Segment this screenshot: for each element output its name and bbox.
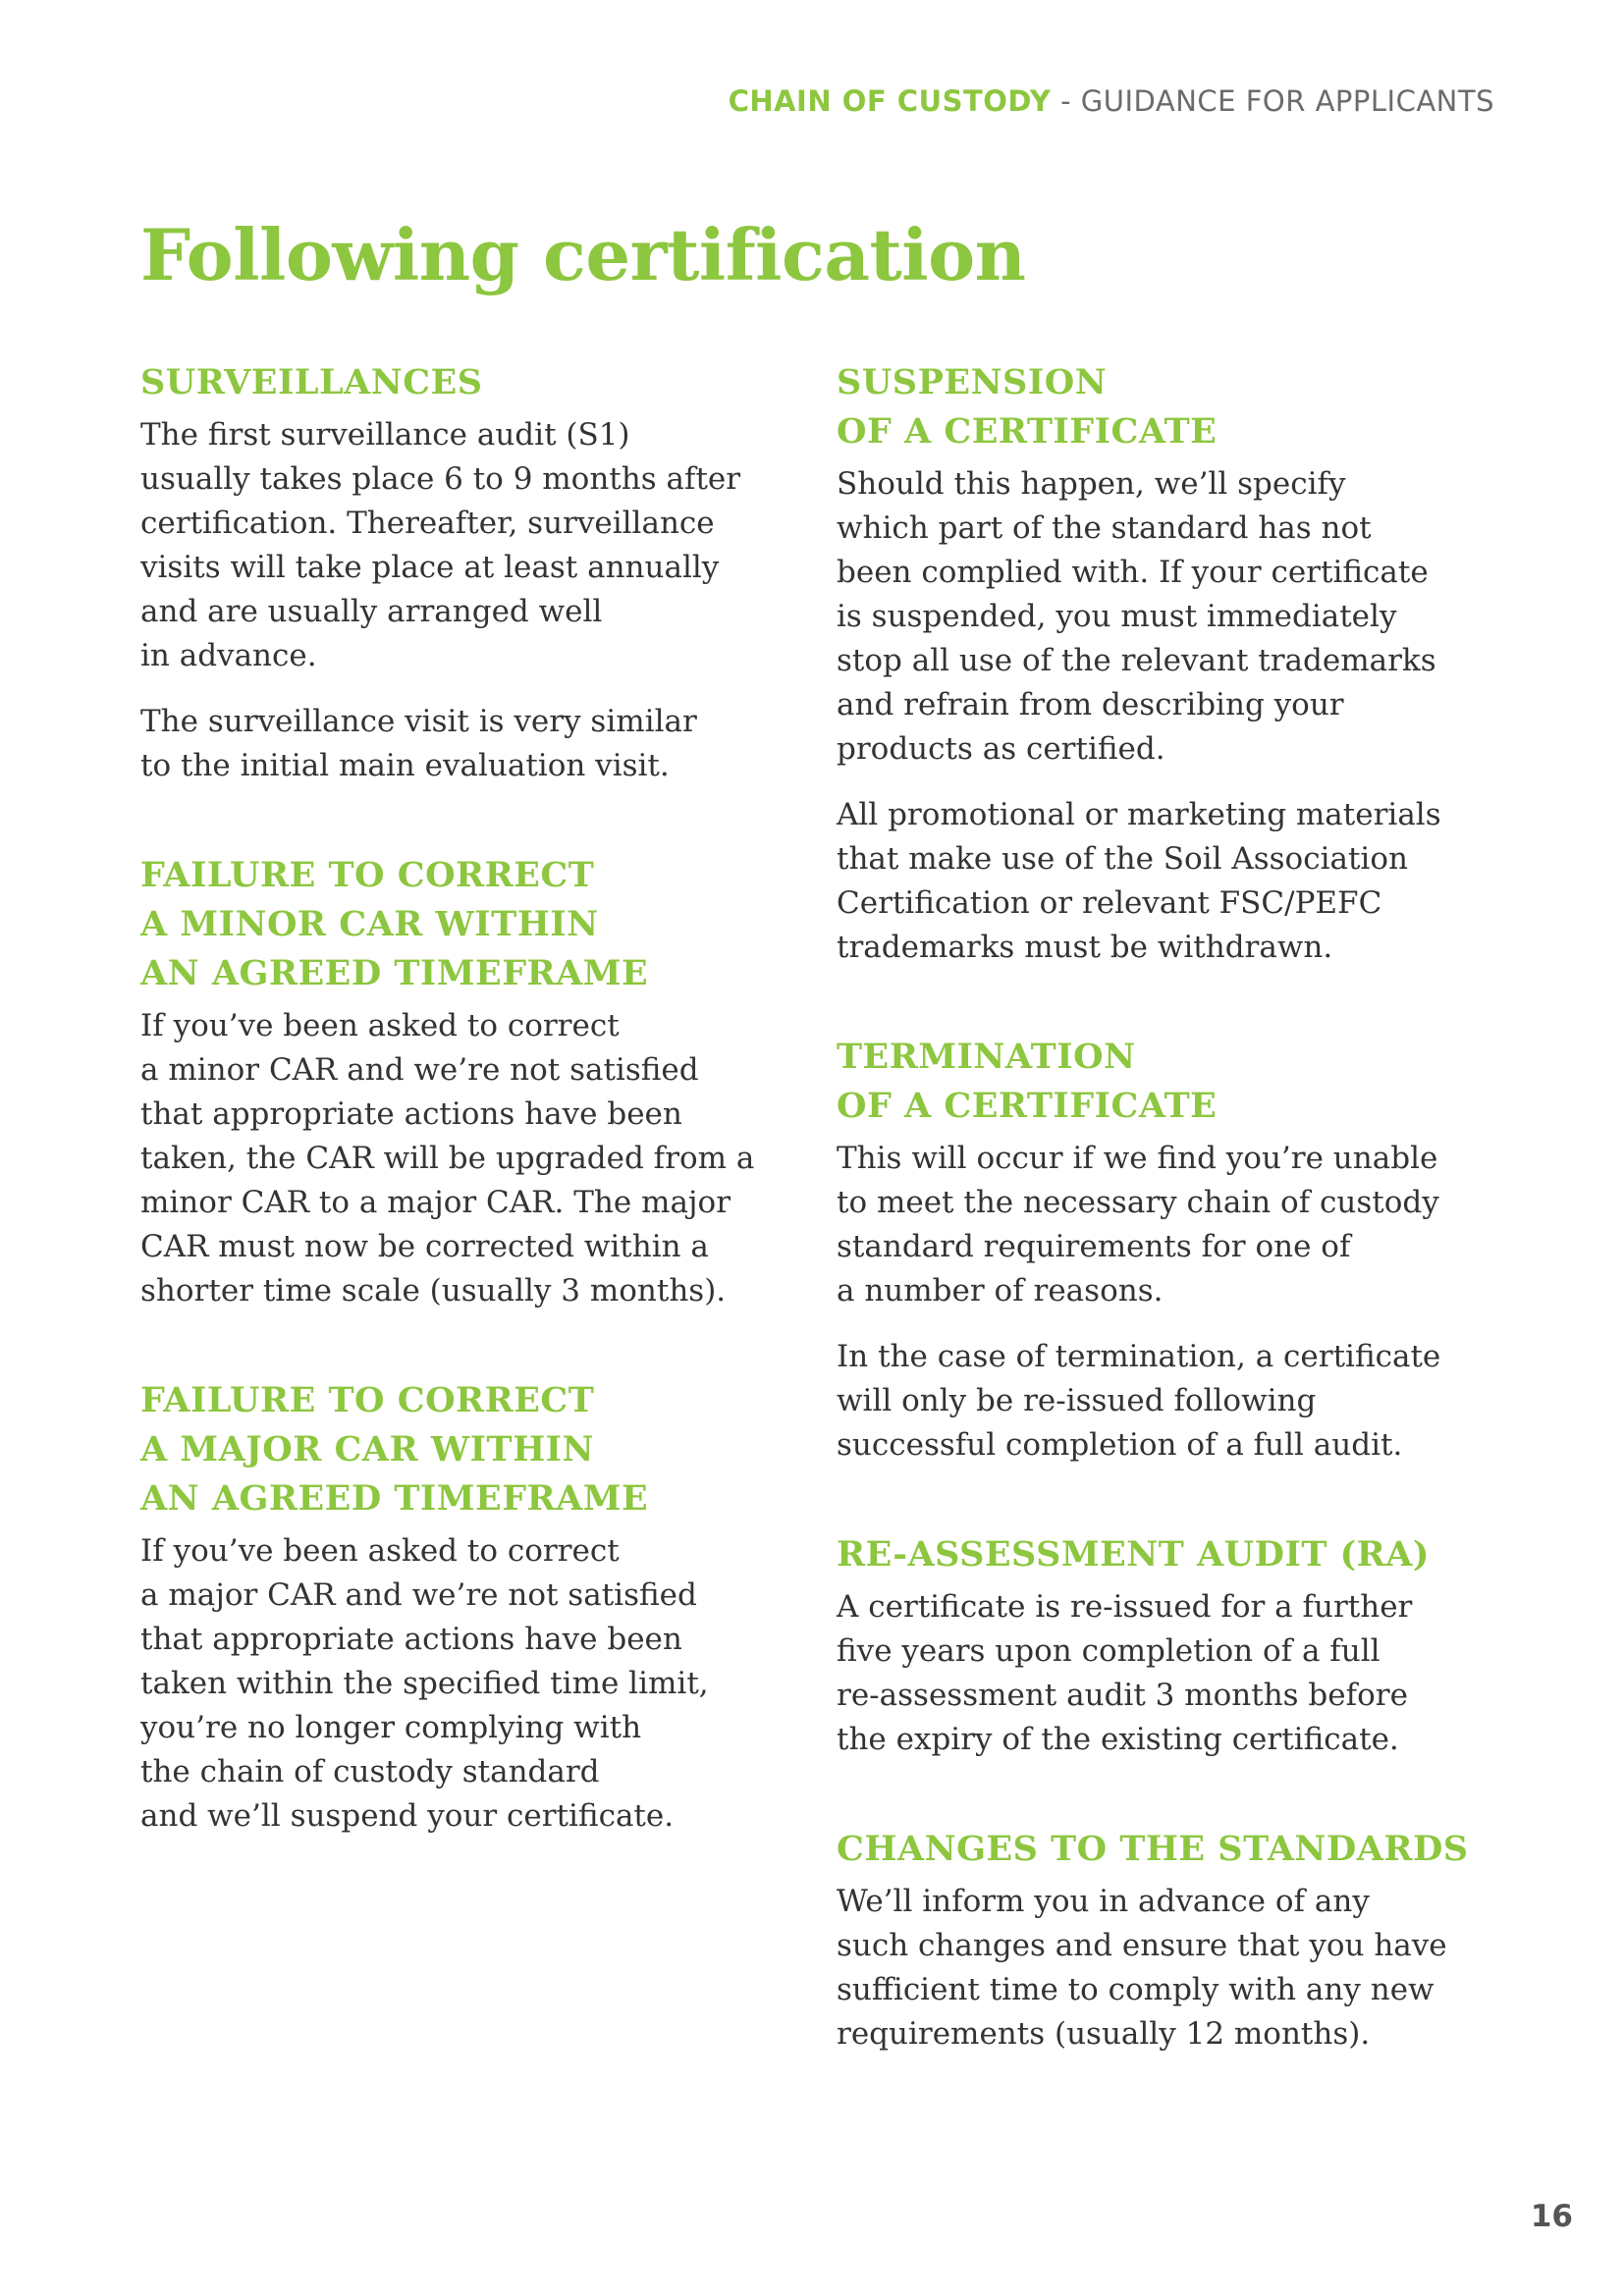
paragraph-line: The first surveillance audit (S1) — [140, 417, 630, 453]
body-paragraph — [140, 700, 798, 788]
paragraph-line: In the case of termination, a certificate — [837, 1339, 1441, 1374]
body-paragraph — [140, 413, 798, 678]
paragraph-line: the expiry of the existing certificate. — [837, 1722, 1399, 1757]
paragraph-line: taken within the specified time limit, — [140, 1666, 709, 1701]
heading-line: SURVEILLANCES — [140, 362, 483, 402]
heading-line: RE-ASSESSMENT AUDIT (RA) — [837, 1534, 1430, 1575]
paragraph-line: Certification or relevant FSC/PEFC — [837, 885, 1382, 921]
heading-line: FAILURE TO CORRECT — [140, 1380, 595, 1420]
heading-line: AN AGREED TIMEFRAME — [140, 953, 649, 993]
body-paragraph — [837, 1585, 1494, 1762]
page-number: 16 — [1530, 2199, 1573, 2234]
paragraph-line: that appropriate actions have been — [140, 1622, 682, 1657]
paragraph-line: products as certified. — [837, 731, 1165, 767]
paragraph-line: will only be re-issued following — [837, 1383, 1317, 1418]
body-paragraph — [140, 1004, 798, 1313]
paragraph-line: standard requirements for one of — [837, 1229, 1351, 1264]
body-paragraph — [837, 1880, 1494, 2056]
section-heading — [140, 358, 798, 407]
header-subtitle: GUIDANCE FOR APPLICANTS — [1080, 84, 1494, 118]
heading-line: CHANGES TO THE STANDARDS — [837, 1829, 1469, 1869]
paragraph-line: a minor CAR and we’re not satisfied — [140, 1052, 699, 1088]
paragraph-line: certification. Thereafter, surveillance — [140, 506, 715, 541]
paragraph-line: stop all use of the relevant trademarks — [837, 643, 1436, 678]
paragraph-line: requirements (usually 12 months). — [837, 2016, 1371, 2052]
section-heading — [140, 1376, 798, 1523]
heading-line: OF A CERTIFICATE — [837, 1086, 1218, 1126]
paragraph-line: This will occur if we find you’re unable — [837, 1141, 1438, 1176]
section-reassessment — [837, 1530, 1494, 1762]
section-major-car — [140, 1376, 798, 1839]
section-heading — [140, 851, 798, 998]
paragraph-line: that appropriate actions have been — [140, 1096, 682, 1132]
running-header — [729, 84, 1494, 118]
paragraph-line: Should this happen, we’ll specify — [837, 466, 1346, 502]
paragraph-line: All promotional or marketing materials — [837, 797, 1441, 832]
paragraph-line: taken, the CAR will be upgraded from a — [140, 1141, 755, 1176]
section-changes — [837, 1825, 1494, 2056]
paragraph-line: A certificate is re-issued for a further — [837, 1589, 1413, 1625]
paragraph-line: trademarks must be withdrawn. — [837, 930, 1333, 965]
body-paragraph — [837, 462, 1494, 772]
heading-line: FAILURE TO CORRECT — [140, 855, 595, 895]
paragraph-line: If you’ve been asked to correct — [140, 1533, 620, 1569]
left-column — [140, 358, 798, 1901]
paragraph-line: The surveillance visit is very similar — [140, 704, 697, 739]
section-termination — [837, 1033, 1494, 1468]
section-heading — [837, 1033, 1494, 1131]
paragraph-line: a number of reasons. — [837, 1273, 1164, 1308]
paragraph-line: sufficient time to comply with any new — [837, 1972, 1435, 2007]
paragraph-line: you’re no longer complying with — [140, 1710, 642, 1745]
paragraph-line: to the initial main evaluation visit. — [140, 748, 670, 783]
paragraph-line: to meet the necessary chain of custody — [837, 1185, 1439, 1220]
section-heading — [837, 1530, 1494, 1579]
heading-line: TERMINATION — [837, 1037, 1136, 1077]
body-paragraph — [837, 793, 1494, 970]
paragraph-line: five years upon completion of a full — [837, 1633, 1380, 1669]
paragraph-line: that make use of the Soil Association — [837, 841, 1408, 877]
heading-line: A MAJOR CAR WITHIN — [140, 1429, 595, 1469]
body-paragraph — [837, 1137, 1494, 1313]
header-separator: - — [1051, 84, 1081, 118]
paragraph-line: successful completion of a full audit. — [837, 1427, 1403, 1463]
paragraph-line: visits will take place at least annually — [140, 550, 720, 585]
section-heading — [837, 358, 1494, 456]
paragraph-line: and refrain from describing your — [837, 687, 1344, 722]
section-minor-car — [140, 851, 798, 1313]
paragraph-line: which part of the standard has not — [837, 510, 1372, 546]
section-suspension — [837, 358, 1494, 970]
paragraph-line: is suspended, you must immediately — [837, 599, 1397, 634]
paragraph-line: re-assessment audit 3 months before — [837, 1678, 1408, 1713]
section-heading — [837, 1825, 1494, 1874]
paragraph-line: usually takes place 6 to 9 months after — [140, 461, 741, 497]
paragraph-line: and we’ll suspend your certificate. — [140, 1798, 675, 1834]
paragraph-line: a major CAR and we’re not satisfied — [140, 1577, 697, 1613]
body-paragraph — [837, 1335, 1494, 1468]
header-accent: CHAIN OF CUSTODY — [728, 84, 1052, 118]
heading-line: OF A CERTIFICATE — [837, 411, 1218, 452]
section-surveillances — [140, 358, 798, 788]
paragraph-line: the chain of custody standard — [140, 1754, 600, 1789]
right-column — [837, 358, 1494, 2119]
heading-line: SUSPENSION — [837, 362, 1108, 402]
paragraph-line: been complied with. If your certificate — [837, 555, 1429, 590]
heading-line: A MINOR CAR WITHIN — [140, 904, 599, 944]
paragraph-line: minor CAR to a major CAR. The major — [140, 1185, 731, 1220]
page-title: Following certification — [140, 213, 1026, 296]
body-paragraph — [140, 1529, 798, 1839]
paragraph-line: in advance. — [140, 638, 317, 673]
paragraph-line: We’ll inform you in advance of any — [837, 1884, 1370, 1919]
paragraph-line: CAR must now be corrected within a — [140, 1229, 709, 1264]
paragraph-line: such changes and ensure that you have — [837, 1928, 1447, 1963]
heading-line: AN AGREED TIMEFRAME — [140, 1478, 649, 1519]
paragraph-line: and are usually arranged well — [140, 594, 603, 629]
paragraph-line: shorter time scale (usually 3 months). — [140, 1273, 727, 1308]
paragraph-line: If you’ve been asked to correct — [140, 1008, 620, 1043]
